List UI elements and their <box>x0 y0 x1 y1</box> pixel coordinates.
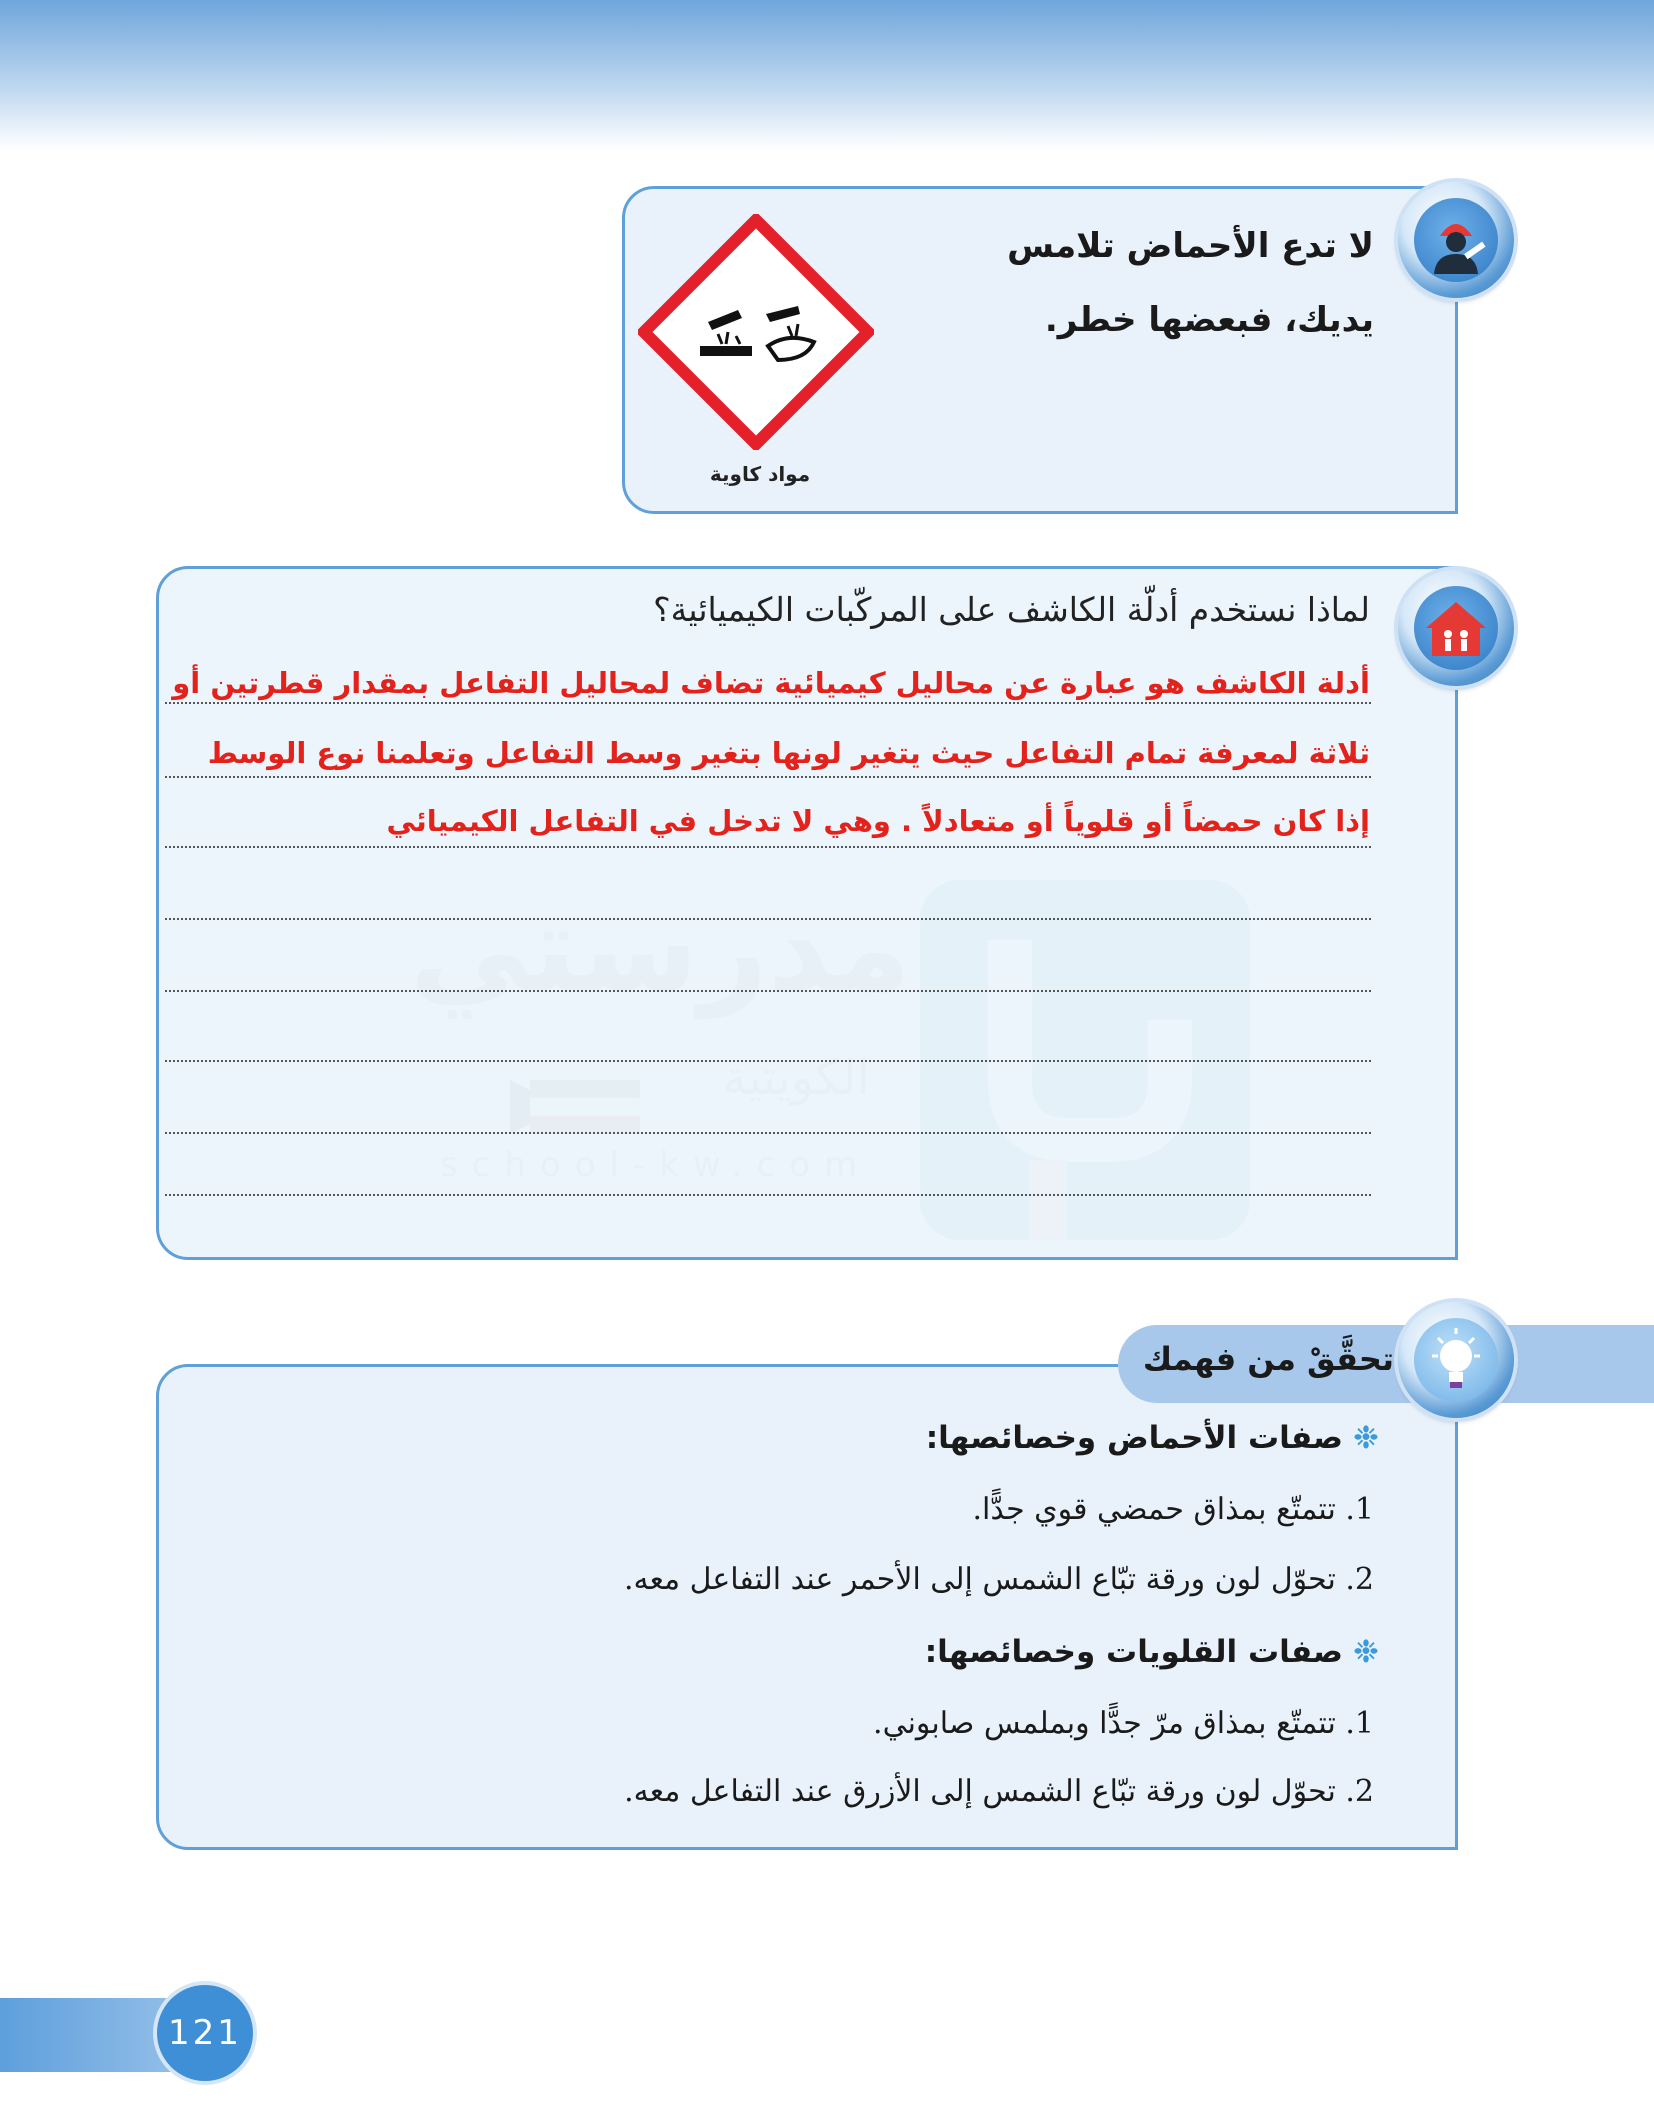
snowflake-bullet-icon: ❉ <box>1353 1634 1379 1670</box>
bases-item-1: 1. تتمتّع بمذاق مرّ جدًّا وبملمس صابوني. <box>873 1706 1374 1741</box>
question-text: لماذا نستخدم أدلّة الكاشف على المركّبات الكيميائية؟ <box>653 590 1370 629</box>
section-title: تحقَّقْ من فهمك <box>1142 1340 1394 1378</box>
safety-worker-icon <box>1398 182 1514 298</box>
lightbulb-icon <box>1398 1302 1514 1418</box>
answer-line <box>165 1124 1371 1196</box>
corrosive-hazard-icon <box>638 214 874 450</box>
bases-heading: ❉صفات القلويات وخصائصها: <box>924 1634 1379 1670</box>
answer-line <box>165 848 1371 920</box>
warning-line-2: يديك، فبعضها خطر. <box>1044 300 1374 340</box>
answer-line-1: أدلة الكاشف هو عبارة عن محاليل كيميائية تضاف لمحاليل التفاعل بمقدار قطرتين أو <box>172 666 1370 700</box>
answer-line-3: إذا كان حمضاً أو قلوياً أو متعادلاً . وهي لا تدخل في التفاعل الكيميائي <box>386 804 1370 838</box>
bases-item-2: 2. تحوّل لون ورقة تبّاع الشمس إلى الأزرق عند التفاعل معه. <box>624 1774 1374 1809</box>
corrosive-sign-caption: مواد كاوية <box>709 462 811 486</box>
acids-item-1: 1. تتمتّع بمذاق حمضي قوي جدًّا. <box>972 1492 1374 1527</box>
snowflake-bullet-icon: ❉ <box>1353 1420 1379 1456</box>
acids-heading: ❉صفات الأحماض وخصائصها: <box>925 1420 1379 1456</box>
top-header-band <box>0 0 1654 150</box>
answer-line-2: ثلاثة لمعرفة تمام التفاعل حيث يتغير لونها بتغير وسط التفاعل وتعلمنا نوع الوسط <box>207 736 1370 770</box>
warning-line-1: لا تدع الأحماض تلامس <box>1007 226 1374 266</box>
home-icon <box>1398 570 1514 686</box>
answer-line <box>165 990 1371 1062</box>
page-number: 121 <box>157 1985 253 2081</box>
answer-line <box>165 920 1371 992</box>
acids-item-2: 2. تحوّل لون ورقة تبّاع الشمس إلى الأحمر عند التفاعل معه. <box>623 1562 1374 1597</box>
